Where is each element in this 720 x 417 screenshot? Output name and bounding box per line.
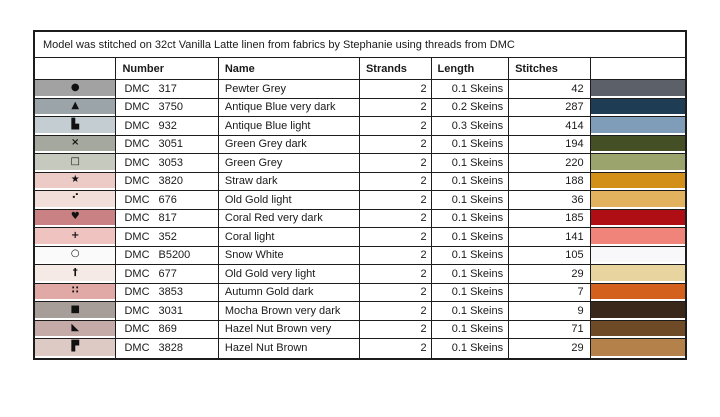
- length-cell: 0.1 Skeins: [432, 210, 510, 228]
- color-swatch: [591, 99, 685, 115]
- table-row: [35, 265, 685, 284]
- table-row: [35, 228, 685, 247]
- thread-name-cell: Green Grey: [219, 154, 360, 172]
- color-swatch: [591, 339, 685, 356]
- length-cell: 0.1 Skeins: [432, 191, 510, 209]
- symbol-cell: [35, 99, 116, 117]
- color-swatch: [591, 228, 685, 244]
- symbol-cell: [35, 339, 116, 358]
- thread-name-cell: Hazel Nut Brown: [219, 339, 360, 358]
- strands-cell: 2: [360, 117, 432, 135]
- lower-left-triangle-icon: ◣: [71, 322, 80, 334]
- stitches-cell: 71: [509, 321, 591, 339]
- dagger-icon: †: [72, 266, 78, 278]
- table-row: [35, 136, 685, 155]
- thread-number-cell: [116, 154, 218, 172]
- color-swatch-cell: [591, 247, 685, 265]
- column-header-stitches: Stitches: [509, 58, 591, 79]
- symbol-cell: [35, 321, 116, 339]
- symbol-cell-background: [35, 339, 115, 356]
- length-cell: 0.2 Skeins: [432, 99, 510, 117]
- white-square-icon: □: [70, 155, 80, 167]
- symbol-cell-background: [35, 247, 115, 263]
- stitches-cell: 185: [509, 210, 591, 228]
- thread-number-cell: [116, 136, 218, 154]
- color-swatch-cell: [591, 173, 685, 191]
- table-row: [35, 210, 685, 229]
- thread-number: 3853: [158, 286, 183, 299]
- thread-number-cell: [116, 191, 218, 209]
- stitches-cell: 29: [509, 265, 591, 283]
- thread-number: 3828: [158, 342, 183, 355]
- thread-number: 817: [158, 212, 177, 225]
- thread-brand: DMC: [124, 249, 150, 262]
- table-row: [35, 339, 685, 358]
- column-header-length: Length: [432, 58, 510, 79]
- thread-number: 676: [158, 193, 177, 206]
- length-cell: 0.1 Skeins: [432, 339, 510, 358]
- symbol-cell: [35, 247, 116, 265]
- color-swatch-cell: [591, 154, 685, 172]
- corner-block-icon: ▙: [71, 118, 80, 130]
- table-row: [35, 117, 685, 136]
- thread-brand: DMC: [124, 212, 150, 225]
- thread-number: B5200: [158, 249, 191, 262]
- table-row: [35, 321, 685, 340]
- symbol-cell: [35, 265, 116, 283]
- strands-cell: 2: [360, 302, 432, 320]
- thread-name-cell: Mocha Brown very dark: [219, 302, 360, 320]
- symbol-cell-background: [35, 302, 115, 318]
- thread-brand: DMC: [124, 342, 150, 355]
- column-header-number: Number: [116, 58, 218, 79]
- length-cell: 0.1 Skeins: [432, 247, 510, 265]
- thread-number-cell: [116, 247, 218, 265]
- thread-brand: DMC: [124, 193, 150, 206]
- symbol-cell: [35, 302, 116, 320]
- color-swatch: [591, 117, 685, 133]
- color-swatch-cell: [591, 339, 685, 358]
- strands-cell: 2: [360, 191, 432, 209]
- thread-name-cell: Straw dark: [219, 173, 360, 191]
- symbol-cell: [35, 136, 116, 154]
- symbol-cell-background: [35, 173, 115, 189]
- length-cell: 0.1 Skeins: [432, 302, 510, 320]
- thread-number: 352: [158, 230, 177, 243]
- color-swatch-cell: [591, 302, 685, 320]
- color-swatch: [591, 247, 685, 263]
- stitches-cell: 42: [509, 80, 591, 98]
- thread-number-cell: [116, 339, 218, 358]
- length-cell: 0.1 Skeins: [432, 80, 510, 98]
- thread-name-cell: Coral Red very dark: [219, 210, 360, 228]
- symbol-cell: [35, 117, 116, 135]
- thread-number-cell: [116, 173, 218, 191]
- stitches-cell: 36: [509, 191, 591, 209]
- thread-number: 3750: [158, 101, 183, 114]
- color-swatch-cell: [591, 80, 685, 98]
- color-swatch-cell: [591, 191, 685, 209]
- thread-brand: DMC: [124, 323, 150, 336]
- symbol-cell: [35, 154, 116, 172]
- thread-brand: DMC: [124, 119, 150, 132]
- strands-cell: 2: [360, 228, 432, 246]
- color-swatch: [591, 136, 685, 152]
- length-cell: 0.1 Skeins: [432, 173, 510, 191]
- thread-number: 869: [158, 323, 177, 336]
- color-swatch-cell: [591, 99, 685, 117]
- length-cell: 0.1 Skeins: [432, 154, 510, 172]
- stitches-cell: 29: [509, 339, 591, 358]
- thread-brand: DMC: [124, 82, 150, 95]
- black-heart-icon: ♥: [70, 211, 80, 223]
- thread-brand: DMC: [124, 156, 150, 169]
- color-swatch: [591, 191, 685, 207]
- black-circle-icon: ●: [70, 81, 80, 93]
- thread-brand: DMC: [124, 138, 150, 151]
- color-swatch-cell: [591, 136, 685, 154]
- thread-number: 317: [158, 82, 177, 95]
- heavy-x-icon: ×: [71, 137, 80, 149]
- white-circle-icon: ○: [70, 248, 80, 260]
- length-cell: 0.1 Skeins: [432, 284, 510, 302]
- black-triangle-icon: ▲: [71, 100, 80, 112]
- stitches-cell: 9: [509, 302, 591, 320]
- symbol-cell-background: [35, 117, 115, 133]
- symbol-cell-background: [35, 191, 115, 207]
- thread-number-cell: [116, 228, 218, 246]
- thread-number-cell: [116, 80, 218, 98]
- strands-cell: 2: [360, 154, 432, 172]
- table-row: [35, 80, 685, 99]
- thread-name-cell: Coral light: [219, 228, 360, 246]
- thread-name-cell: Old Gold very light: [219, 265, 360, 283]
- thread-name-cell: Green Grey dark: [219, 136, 360, 154]
- table-caption: Model was stitched on 32ct Vanilla Latte linen from fabrics by Stephanie using threads from DMC: [35, 32, 685, 58]
- table-row: [35, 173, 685, 192]
- thread-number: 3053: [158, 156, 183, 169]
- thread-name-cell: Old Gold light: [219, 191, 360, 209]
- strands-cell: 2: [360, 136, 432, 154]
- length-cell: 0.1 Skeins: [432, 265, 510, 283]
- color-swatch-cell: [591, 210, 685, 228]
- strands-cell: 2: [360, 339, 432, 358]
- upper-left-corner-block-icon: ▛: [71, 341, 80, 353]
- symbol-cell: [35, 228, 116, 246]
- column-header-name: Name: [219, 58, 360, 79]
- stitches-cell: 188: [509, 173, 591, 191]
- color-swatch-cell: [591, 117, 685, 135]
- thread-number-cell: [116, 99, 218, 117]
- symbol-cell: [35, 284, 116, 302]
- thread-number-cell: [116, 321, 218, 339]
- length-cell: 0.3 Skeins: [432, 117, 510, 135]
- symbol-cell-background: [35, 321, 115, 337]
- color-swatch-cell: [591, 265, 685, 283]
- thread-brand: DMC: [124, 304, 150, 317]
- stitches-cell: 141: [509, 228, 591, 246]
- stitches-cell: 105: [509, 247, 591, 265]
- symbol-cell-background: [35, 80, 115, 96]
- thread-name-cell: Pewter Grey: [219, 80, 360, 98]
- floss-color-key-table: [33, 30, 687, 360]
- stitches-cell: 7: [509, 284, 591, 302]
- length-cell: 0.1 Skeins: [432, 136, 510, 154]
- color-swatch: [591, 321, 685, 337]
- strands-cell: 2: [360, 173, 432, 191]
- strands-cell: 2: [360, 265, 432, 283]
- thread-number: 677: [158, 267, 177, 280]
- table-row: [35, 154, 685, 173]
- thread-name-cell: Autumn Gold dark: [219, 284, 360, 302]
- thread-name-cell: Antique Blue very dark: [219, 99, 360, 117]
- thread-number: 3031: [158, 304, 183, 317]
- color-swatch: [591, 154, 685, 170]
- symbol-cell-background: [35, 210, 115, 226]
- strands-cell: 2: [360, 321, 432, 339]
- column-header-symbol: [35, 58, 116, 79]
- strands-cell: 2: [360, 247, 432, 265]
- table-body: [35, 80, 685, 358]
- thread-number-cell: [116, 117, 218, 135]
- thread-brand: DMC: [124, 286, 150, 299]
- color-swatch-cell: [591, 228, 685, 246]
- table-row: [35, 302, 685, 321]
- symbol-cell: [35, 191, 116, 209]
- symbol-cell-background: [35, 99, 115, 115]
- table-row: [35, 99, 685, 118]
- thread-number-cell: [116, 265, 218, 283]
- symbol-cell-background: [35, 154, 115, 170]
- thread-number-cell: [116, 302, 218, 320]
- strands-cell: 2: [360, 284, 432, 302]
- stitches-cell: 194: [509, 136, 591, 154]
- length-cell: 0.1 Skeins: [432, 228, 510, 246]
- strands-cell: 2: [360, 80, 432, 98]
- symbol-cell-background: [35, 136, 115, 152]
- thread-number: 3051: [158, 138, 183, 151]
- four-dots-icon: ∷: [71, 285, 79, 297]
- column-header-strands: Strands: [360, 58, 432, 79]
- table-row: [35, 284, 685, 303]
- color-swatch: [591, 265, 685, 281]
- stitches-cell: 220: [509, 154, 591, 172]
- strands-cell: 2: [360, 210, 432, 228]
- column-header-swatch: [591, 58, 685, 79]
- plus-sign-icon: +: [71, 229, 80, 241]
- thread-number-cell: [116, 210, 218, 228]
- table-header-row: [35, 58, 685, 80]
- thread-number: 3820: [158, 175, 183, 188]
- black-square-icon: ■: [70, 303, 80, 315]
- thread-number-cell: [116, 284, 218, 302]
- black-star-icon: ★: [70, 174, 80, 186]
- symbol-cell-background: [35, 228, 115, 244]
- diagonal-dots-icon: ⠊: [71, 192, 80, 204]
- symbol-cell: [35, 173, 116, 191]
- strands-cell: 2: [360, 99, 432, 117]
- color-swatch: [591, 302, 685, 318]
- thread-brand: DMC: [124, 267, 150, 280]
- length-cell: 0.1 Skeins: [432, 321, 510, 339]
- symbol-cell: [35, 210, 116, 228]
- color-swatch-cell: [591, 284, 685, 302]
- thread-name-cell: Snow White: [219, 247, 360, 265]
- color-swatch-cell: [591, 321, 685, 339]
- symbol-cell: [35, 80, 116, 98]
- thread-brand: DMC: [124, 101, 150, 114]
- stitches-cell: 287: [509, 99, 591, 117]
- table-row: [35, 247, 685, 266]
- color-swatch: [591, 210, 685, 226]
- symbol-cell-background: [35, 284, 115, 300]
- table-row: [35, 191, 685, 210]
- thread-brand: DMC: [124, 175, 150, 188]
- color-swatch: [591, 80, 685, 96]
- color-swatch: [591, 284, 685, 300]
- color-swatch: [591, 173, 685, 189]
- thread-number: 932: [158, 119, 177, 132]
- thread-brand: DMC: [124, 230, 150, 243]
- thread-name-cell: Antique Blue light: [219, 117, 360, 135]
- thread-name-cell: Hazel Nut Brown very: [219, 321, 360, 339]
- symbol-cell-background: [35, 265, 115, 281]
- stitches-cell: 414: [509, 117, 591, 135]
